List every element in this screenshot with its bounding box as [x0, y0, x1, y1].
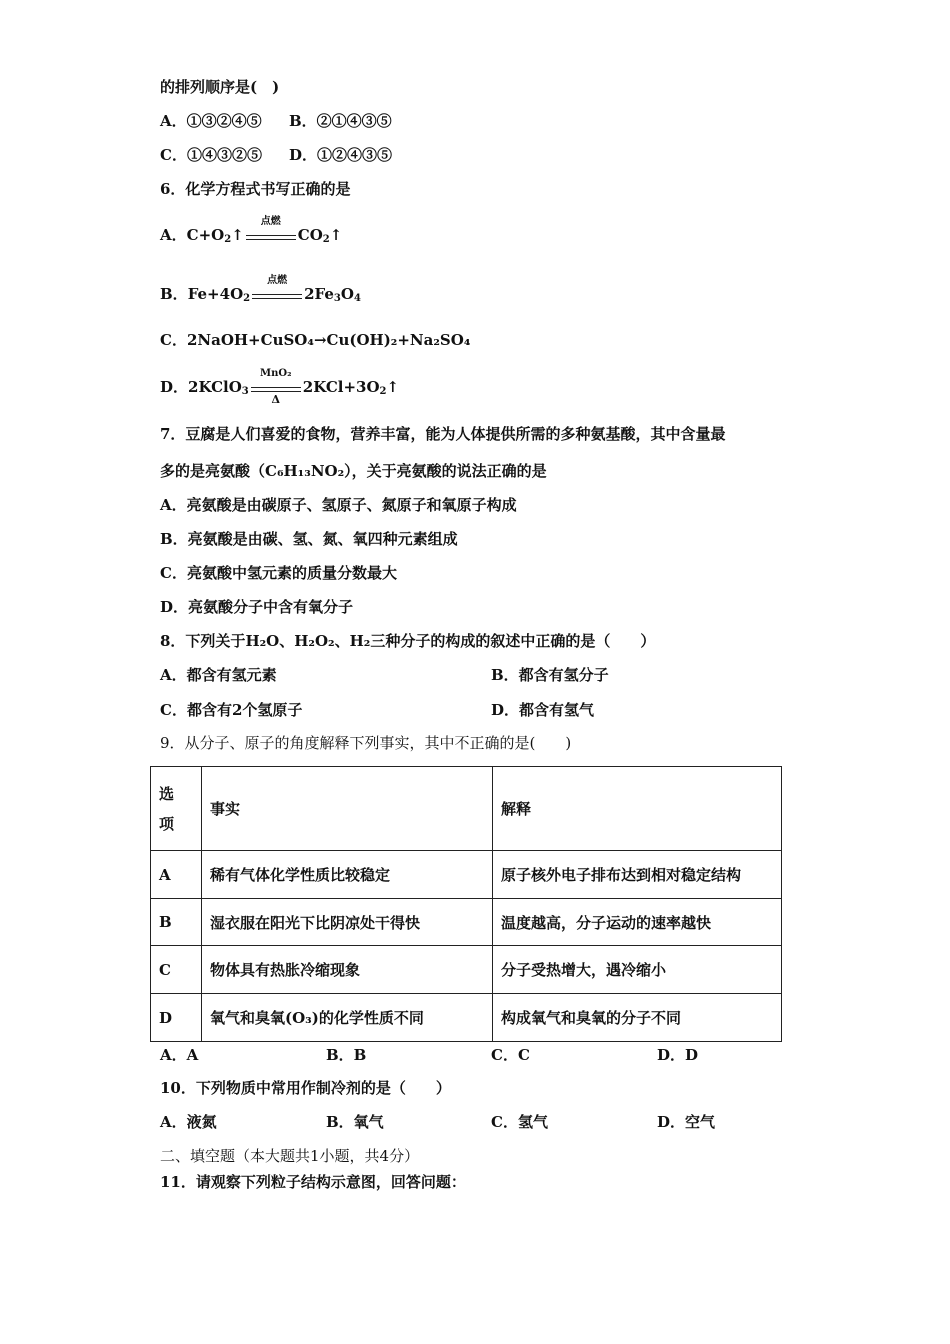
table-row: [151, 851, 782, 899]
q6-option-d: D．2KClO$_3$ MnO₂ Δ $2KCl+3O_2↑$: [160, 368, 400, 406]
row-fact: 湿衣服在阳光下比阴凉处干得快: [202, 899, 493, 946]
q9-stem: 9．从分子、原子的角度解释下列事实，其中不正确的是( ): [160, 734, 572, 752]
q5-stem-tail: 的排列顺序是( ): [160, 78, 280, 96]
q7-option-d: D．亮氨酸分子中含有氧分子: [160, 598, 354, 616]
q6-option-a: A．$C+O_2↑$ 点燃 $CO_2↑$: [160, 216, 343, 245]
q10-option-d: D．空气: [657, 1113, 716, 1131]
q8-option-c: C．都含有2个氢原子: [160, 701, 303, 719]
q8-option-a: A．都含有氢元素: [160, 666, 277, 684]
q9-option-c: C．C: [491, 1046, 530, 1064]
q5-option-c: C．①④③②⑤: [160, 146, 262, 164]
reaction-condition-catalyst-heat: MnO₂ Δ: [251, 378, 301, 398]
q10-option-c: C．氢气: [491, 1113, 548, 1131]
q6-option-b: B．$Fe+4O_2$ 点燃 $2Fe_3O_4$: [160, 275, 361, 304]
reaction-condition-ignite: 点燃: [252, 285, 302, 305]
q9-option-d: D．D: [657, 1046, 699, 1064]
header-option: 选 项: [151, 767, 202, 851]
row-option: B: [151, 899, 202, 946]
q5-option-d: D．①②④③⑤: [289, 146, 393, 164]
q10-option-a: A．液氮: [160, 1113, 217, 1131]
q7-option-c: C．亮氨酸中氢元素的质量分数最大: [160, 564, 397, 582]
table-row: [151, 946, 782, 994]
q10-option-b: B．氧气: [326, 1113, 384, 1131]
table-row: [151, 994, 782, 1042]
q5-option-b: B．②①④③⑤: [289, 112, 392, 130]
q7-option-a: A．亮氨酸是由碳原子、氢原子、氮原子和氧原子构成: [160, 496, 517, 514]
row-option: D: [151, 994, 202, 1042]
q9-option-b: B．B: [326, 1046, 367, 1064]
row-explain: 分子受热增大，遇冷缩小: [493, 946, 782, 994]
q8-option-b: B．都含有氢分子: [491, 666, 609, 684]
q10-stem: 10．下列物质中常用作制冷剂的是（ ）: [160, 1079, 451, 1097]
row-option: A: [151, 851, 202, 899]
q11-stem: 11．请观察下列粒子结构示意图，回答问题：: [160, 1173, 466, 1191]
table-row: [151, 899, 782, 946]
row-explain: 构成氧气和臭氧的分子不同: [493, 994, 782, 1042]
row-explain: 原子核外电子排布达到相对稳定结构: [493, 851, 782, 899]
q8-stem: 8．下列关于H₂O、H₂O₂、H₂三种分子的构成的叙述中正确的是（ ）: [160, 632, 656, 650]
reaction-condition-ignite: 点燃: [246, 226, 296, 246]
q9-option-a: A．A: [160, 1046, 199, 1064]
facts-table: [150, 766, 782, 1042]
row-fact: 物体具有热胀冷缩现象: [202, 946, 493, 994]
q7-stem-line1: 7．豆腐是人们喜爱的食物，营养丰富，能为人体提供所需的多种氨基酸，其中含量最: [160, 425, 726, 443]
row-option: C: [151, 946, 202, 994]
table-header-row: [151, 767, 782, 851]
q6-stem: 6．化学方程式书写正确的是: [160, 180, 351, 198]
header-explain: 解释: [493, 767, 782, 851]
q7-stem-line2: 多的是亮氨酸（C₆H₁₃NO₂），关于亮氨酸的说法正确的是: [160, 462, 547, 480]
row-fact: 氧气和臭氧(O₃)的化学性质不同: [202, 994, 493, 1042]
row-fact: 稀有气体化学性质比较稳定: [202, 851, 493, 899]
header-fact: 事实: [202, 767, 493, 851]
q5-option-a: A．①③②④⑤: [160, 112, 262, 130]
q6-option-c: C．2NaOH+CuSO₄→Cu(OH)₂+Na₂SO₄: [160, 331, 471, 349]
q8-option-d: D．都含有氢气: [491, 701, 595, 719]
q7-option-b: B．亮氨酸是由碳、氢、氮、氧四种元素组成: [160, 530, 458, 548]
section-title: 二、填空题（本大题共1小题，共4分）: [160, 1147, 420, 1165]
row-explain: 温度越高，分子运动的速率越快: [493, 899, 782, 946]
